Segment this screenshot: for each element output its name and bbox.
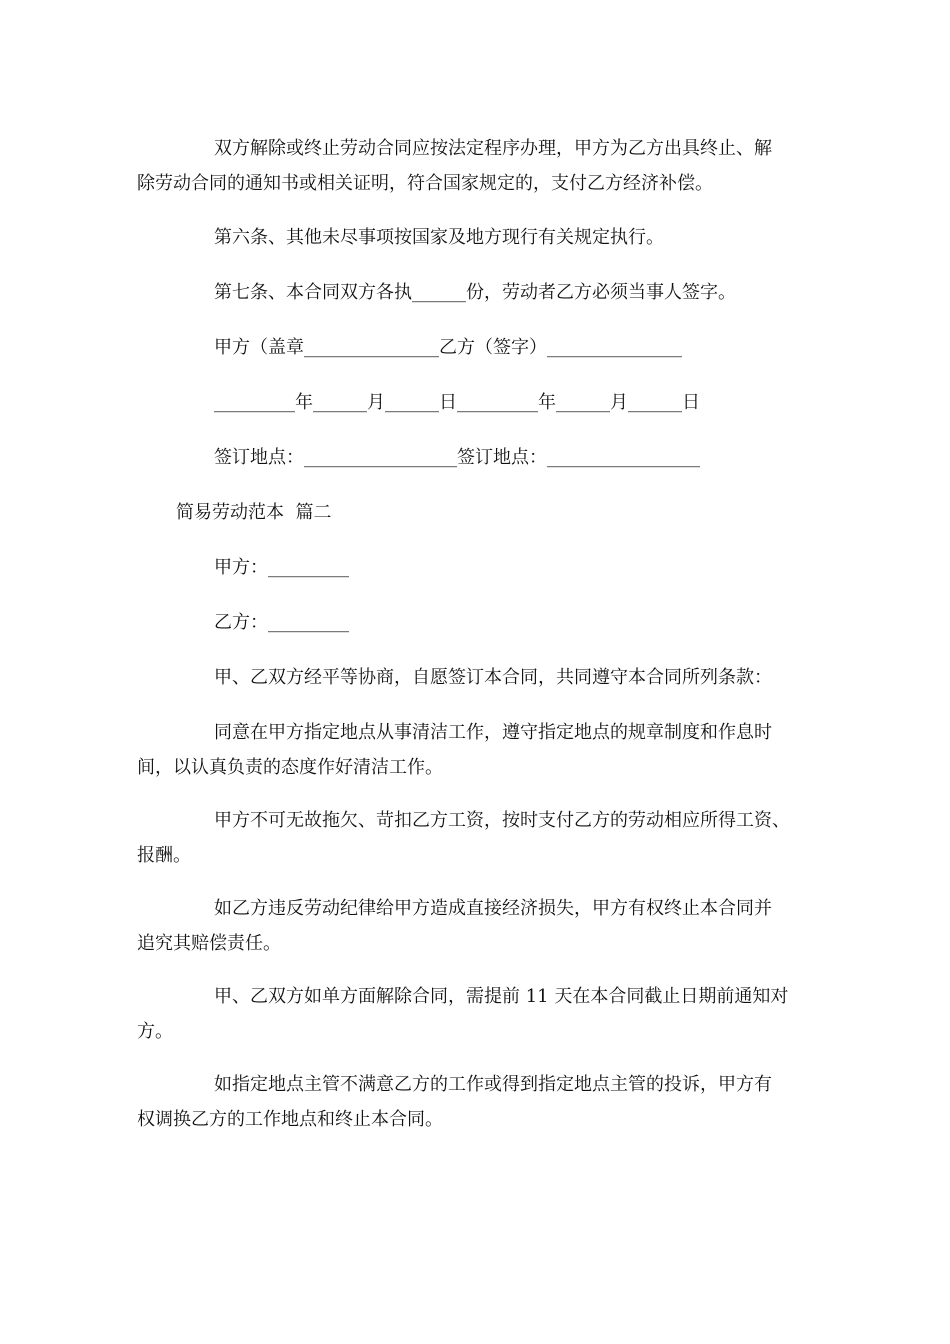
paragraph-rescission-line-2: 方。 [137,1021,173,1042]
signing-place-line: 签订地点：_________________签订地点：_________________ [214,447,700,468]
paragraph-wages-line-1: 甲方不可无故拖欠、苛扣乙方工资，按时支付乙方的劳动相应所得工资、 [214,810,790,831]
signature-line: 甲方（盖章_______________乙方（签字）_______________ [214,337,682,358]
paragraph-article-7: 第七条、本合同双方各执______份，劳动者乙方必须当事人签字。 [214,282,736,303]
paragraph-cleaning-line-2: 间，以认真负责的态度作好清洁工作。 [137,757,443,778]
paragraph-termination-line-1: 双方解除或终止劳动合同应按法定程序办理，甲方为乙方出具终止、解 [214,138,772,159]
section-heading: 简易劳动范本 篇二 [176,502,332,523]
paragraph-discipline-line-1: 如乙方违反劳动纪律给甲方造成直接经济损失，甲方有权终止本合同并 [214,898,772,919]
paragraph-complaint-line-1: 如指定地点主管不满意乙方的工作或得到指定地点主管的投诉，甲方有 [214,1074,772,1095]
paragraph-agreement: 甲、乙双方经平等协商，自愿签订本合同，共同遵守本合同所列条款： [214,667,772,688]
paragraph-termination-line-2: 除劳动合同的通知书或相关证明，符合国家规定的，支付乙方经济补偿。 [137,173,713,194]
paragraph-rescission-line-1: 甲、乙双方如单方面解除合同，需提前 11 天在本合同截止日期前通知对 [214,986,789,1007]
paragraph-cleaning-line-1: 同意在甲方指定地点从事清洁工作，遵守指定地点的规章制度和作息时 [214,722,772,743]
date-line: _________年______月______日_________年______月______日 [214,392,700,413]
paragraph-complaint-line-2: 权调换乙方的工作地点和终止本合同。 [137,1109,443,1130]
paragraph-wages-line-2: 报酬。 [137,845,191,866]
paragraph-article-6: 第六条、其他未尽事项按国家及地方现行有关规定执行。 [214,227,664,248]
party-a-line: 甲方：_________ [214,557,349,578]
party-b-line: 乙方：_________ [214,612,349,633]
paragraph-discipline-line-2: 追究其赔偿责任。 [137,933,281,954]
